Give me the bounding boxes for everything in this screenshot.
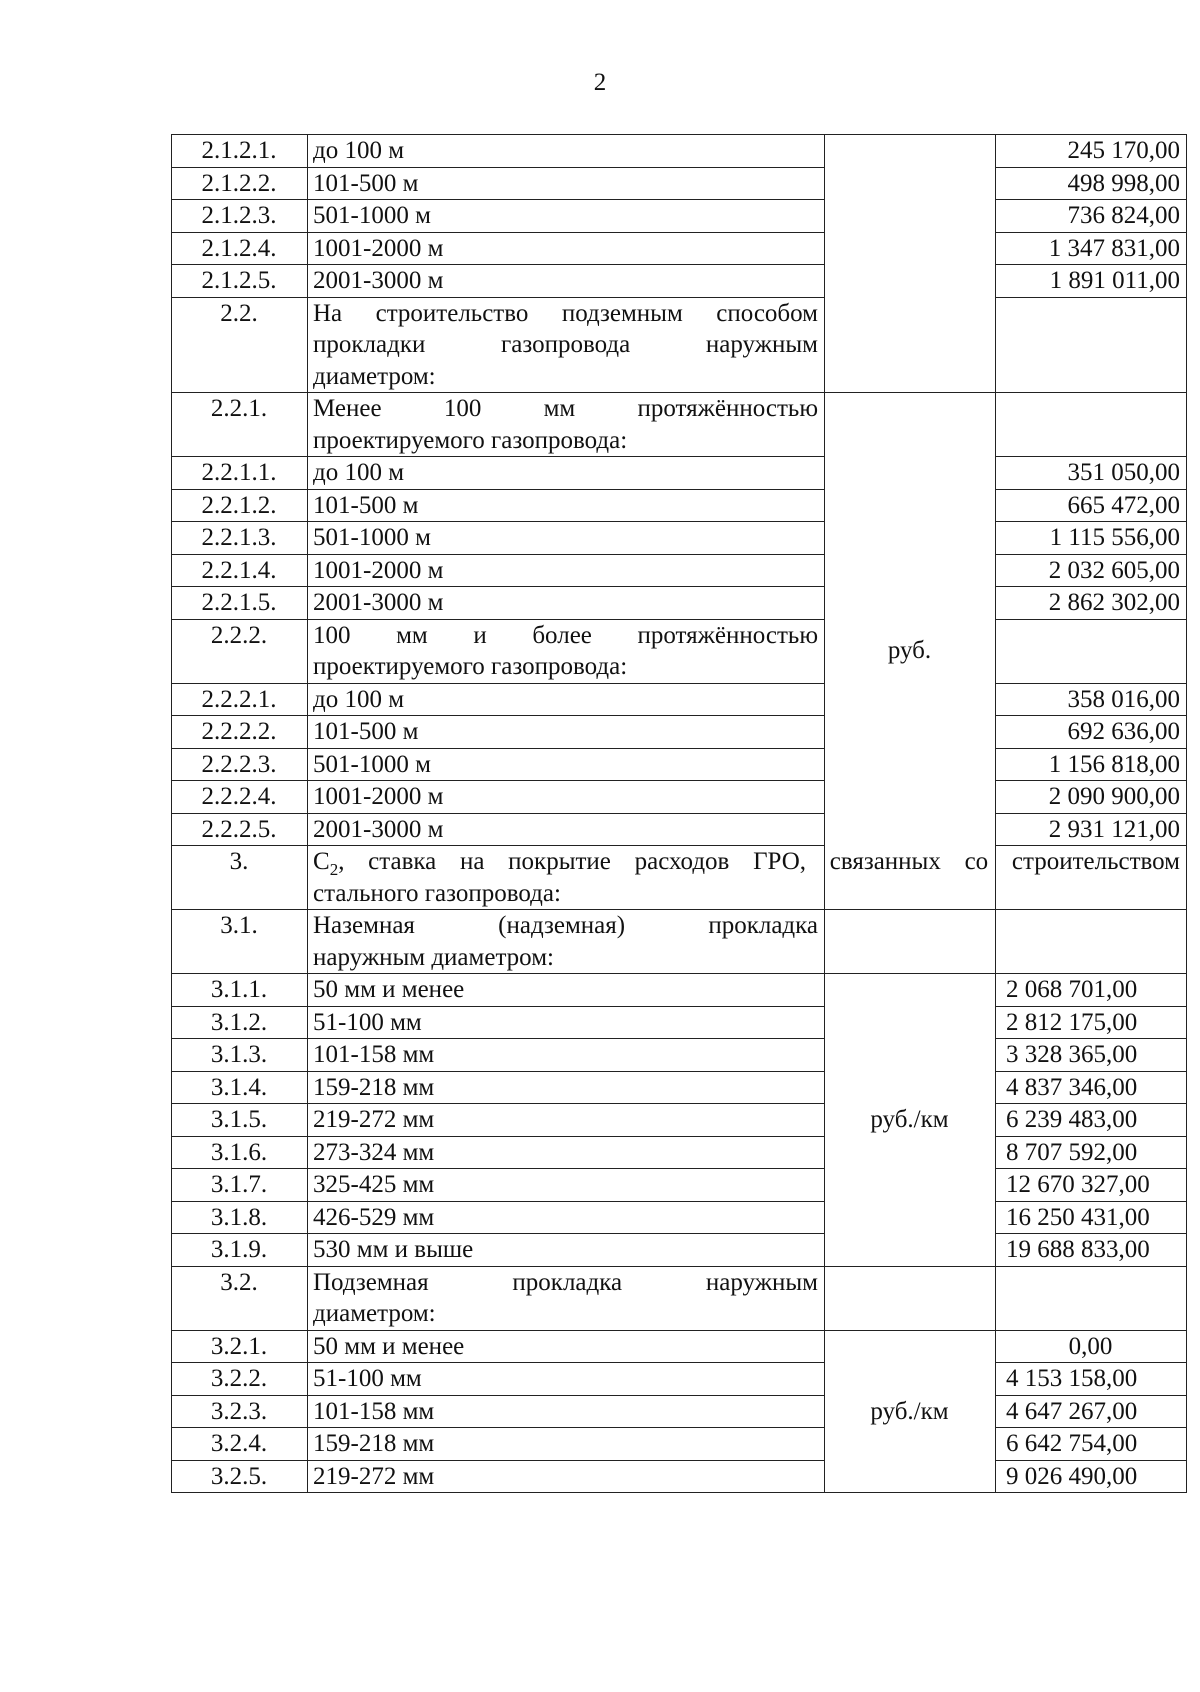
row-name-rest: , ставка на покрытие расходов ГРО, связанных со строительством (338, 848, 1180, 875)
row-name-line: диаметром: (313, 362, 436, 390)
row-number: 3.1.1. (172, 974, 308, 1007)
row-number: 2.2.2.1. (172, 683, 308, 716)
table-row (172, 1428, 1187, 1461)
row-name: 50 мм и менее (308, 1330, 825, 1363)
row-value: 8 707 592,00 (996, 1136, 1187, 1169)
table-row (172, 1169, 1187, 1202)
unit-cell: руб./км (825, 1330, 996, 1493)
row-value: 2 068 701,00 (996, 974, 1187, 1007)
table-row (172, 135, 1187, 168)
row-name: 101-158 мм (308, 1395, 825, 1428)
row-name: 51-100 мм (308, 1006, 825, 1039)
unit-cell-empty (825, 910, 996, 974)
row-name-line: наружным диаметром: (313, 943, 554, 971)
row-value: 6 642 754,00 (996, 1428, 1187, 1461)
row-number: 3.1.2. (172, 1006, 308, 1039)
table-row (172, 1104, 1187, 1137)
table-row (172, 1363, 1187, 1396)
row-number: 2.2.1.5. (172, 587, 308, 620)
row-value-empty (996, 910, 1187, 974)
row-name: 426-529 мм (308, 1201, 825, 1234)
table-row (172, 489, 1187, 522)
row-number: 2.1.2.3. (172, 200, 308, 233)
row-value: 498 998,00 (996, 167, 1187, 200)
row-number: 3.1. (172, 910, 308, 974)
row-value: 9 026 490,00 (996, 1460, 1187, 1493)
row-name-line: Наземная (надземная) прокладка (313, 912, 818, 939)
row-value: 692 636,00 (996, 716, 1187, 749)
table-row (172, 167, 1187, 200)
row-number: 3.2.5. (172, 1460, 308, 1493)
unit-cell-empty (825, 1266, 996, 1330)
row-value: 351 050,00 (996, 457, 1187, 490)
row-name-line: диаметром: (313, 1300, 436, 1327)
row-number: 2.1.2.1. (172, 135, 308, 168)
table-row (172, 1201, 1187, 1234)
row-value-empty (996, 393, 1187, 457)
row-value: 4 647 267,00 (996, 1395, 1187, 1428)
row-number: 2.2.1.3. (172, 522, 308, 555)
table-row (172, 554, 1187, 587)
row-value: 2 931 121,00 (996, 813, 1187, 846)
row-value: 1 115 556,00 (996, 522, 1187, 555)
section-3-title (308, 846, 1187, 910)
row-value: 3 328 365,00 (996, 1039, 1187, 1072)
row-value: 19 688 833,00 (996, 1234, 1187, 1267)
row-name: 219-272 мм (308, 1460, 825, 1493)
row-name-line: проектируемого газопровода: (313, 653, 628, 680)
row-value: 0,00 (996, 1330, 1187, 1363)
row-number: 3.2.3. (172, 1395, 308, 1428)
row-name: 501-1000 м (308, 748, 825, 781)
row-name (308, 910, 825, 974)
table-row (172, 748, 1187, 781)
table-row (172, 813, 1187, 846)
row-name: 2001-3000 м (308, 813, 825, 846)
table-row (172, 1234, 1187, 1267)
row-number: 2.2.2.3. (172, 748, 308, 781)
table-row (172, 232, 1187, 265)
row-value: 245 170,00 (996, 135, 1187, 168)
row-number: 3.1.4. (172, 1071, 308, 1104)
row-value: 1 347 831,00 (996, 232, 1187, 265)
row-number: 3.1.8. (172, 1201, 308, 1234)
row-name: 273-324 мм (308, 1136, 825, 1169)
row-number: 3.1.5. (172, 1104, 308, 1137)
row-value: 4 153 158,00 (996, 1363, 1187, 1396)
row-name-line (313, 846, 1180, 878)
row-name: 501-1000 м (308, 522, 825, 555)
table-row (172, 846, 1187, 910)
row-name-line: проектируемого газопровода: (313, 426, 628, 454)
table-row (172, 457, 1187, 490)
table-row (172, 1039, 1187, 1072)
table-row (172, 619, 1187, 683)
row-name-line: Менее 100 мм протяжённостью (313, 395, 818, 422)
row-name: 501-1000 м (308, 200, 825, 233)
row-number: 2.2.1.4. (172, 554, 308, 587)
row-value-empty (996, 619, 1187, 683)
row-name-line: Подземная прокладка наружным (313, 1268, 818, 1296)
row-value: 12 670 327,00 (996, 1169, 1187, 1202)
row-value: 736 824,00 (996, 200, 1187, 233)
row-number: 2.1.2.4. (172, 232, 308, 265)
table-row (172, 1330, 1187, 1363)
row-number: 3.2.2. (172, 1363, 308, 1396)
row-name: до 100 м (308, 457, 825, 490)
table-row (172, 910, 1187, 974)
table-row (172, 1395, 1187, 1428)
row-value: 4 837 346,00 (996, 1071, 1187, 1104)
row-number: 2.2.2.5. (172, 813, 308, 846)
c-subscript: 2 (329, 860, 339, 879)
row-name: 159-218 мм (308, 1428, 825, 1461)
row-name-line: На строительство подземным способом (313, 299, 818, 327)
row-number: 2.2.2.2. (172, 716, 308, 749)
table-row (172, 1006, 1187, 1039)
row-number: 2.2. (172, 297, 308, 393)
row-value: 2 862 302,00 (996, 587, 1187, 620)
row-value: 6 239 483,00 (996, 1104, 1187, 1137)
row-number: 3.1.6. (172, 1136, 308, 1169)
row-number: 2.2.1.1. (172, 457, 308, 490)
table-row (172, 716, 1187, 749)
table-row (172, 1266, 1187, 1330)
row-name: 159-218 мм (308, 1071, 825, 1104)
row-name (308, 1266, 825, 1330)
row-value: 1 891 011,00 (996, 265, 1187, 298)
row-value: 2 812 175,00 (996, 1006, 1187, 1039)
row-name: 219-272 мм (308, 1104, 825, 1137)
row-name (308, 619, 825, 683)
row-name (308, 297, 825, 393)
row-number: 3.1.9. (172, 1234, 308, 1267)
row-value: 2 032 605,00 (996, 554, 1187, 587)
table-row (172, 297, 1187, 393)
row-name: 101-158 мм (308, 1039, 825, 1072)
row-name-line: прокладки газопровода наружным (313, 331, 818, 358)
row-name: 2001-3000 м (308, 265, 825, 298)
table-row (172, 781, 1187, 814)
row-value: 1 156 818,00 (996, 748, 1187, 781)
row-number: 2.2.1.2. (172, 489, 308, 522)
unit-cell: руб./км (825, 974, 996, 1267)
table-row (172, 1071, 1187, 1104)
row-number: 3.2.4. (172, 1428, 308, 1461)
row-number: 3. (172, 846, 308, 910)
row-number: 2.2.1. (172, 393, 308, 457)
table-row (172, 1136, 1187, 1169)
row-value-empty (996, 1266, 1187, 1330)
row-name (308, 393, 825, 457)
table-row (172, 1460, 1187, 1493)
table-row (172, 974, 1187, 1007)
row-name: 325-425 мм (308, 1169, 825, 1202)
row-number: 2.2.2.4. (172, 781, 308, 814)
row-number: 2.1.2.2. (172, 167, 308, 200)
rates-table (171, 134, 1187, 1493)
row-name: 1001-2000 м (308, 232, 825, 265)
c-letter: С (313, 848, 330, 875)
row-name: 1001-2000 м (308, 554, 825, 587)
table-row (172, 393, 1187, 457)
row-name-line: стального газопровода: (313, 879, 561, 907)
row-number: 3.1.3. (172, 1039, 308, 1072)
row-name: 101-500 м (308, 167, 825, 200)
row-name: 2001-3000 м (308, 587, 825, 620)
row-number: 3.2. (172, 1266, 308, 1330)
table-row (172, 683, 1187, 716)
row-name: 101-500 м (308, 716, 825, 749)
row-value-empty (996, 297, 1187, 393)
unit-cell: руб. (825, 393, 996, 910)
page-number: 2 (593, 69, 607, 96)
row-value: 665 472,00 (996, 489, 1187, 522)
table-row (172, 200, 1187, 233)
row-name: до 100 м (308, 135, 825, 168)
unit-cell-empty (825, 135, 996, 393)
row-name: 1001-2000 м (308, 781, 825, 814)
row-number: 3.1.7. (172, 1169, 308, 1202)
table-row (172, 522, 1187, 555)
table-row (172, 265, 1187, 298)
row-name: 101-500 м (308, 489, 825, 522)
row-name: 530 мм и выше (308, 1234, 825, 1267)
row-name: 50 мм и менее (308, 974, 825, 1007)
row-name: 51-100 мм (308, 1363, 825, 1396)
row-number: 2.1.2.5. (172, 265, 308, 298)
row-number: 2.2.2. (172, 619, 308, 683)
row-value: 358 016,00 (996, 683, 1187, 716)
row-number: 3.2.1. (172, 1330, 308, 1363)
table-row (172, 587, 1187, 620)
row-value: 2 090 900,00 (996, 781, 1187, 814)
row-value: 16 250 431,00 (996, 1201, 1187, 1234)
row-name-line: 100 мм и более протяжённостью (313, 621, 818, 649)
row-name: до 100 м (308, 683, 825, 716)
